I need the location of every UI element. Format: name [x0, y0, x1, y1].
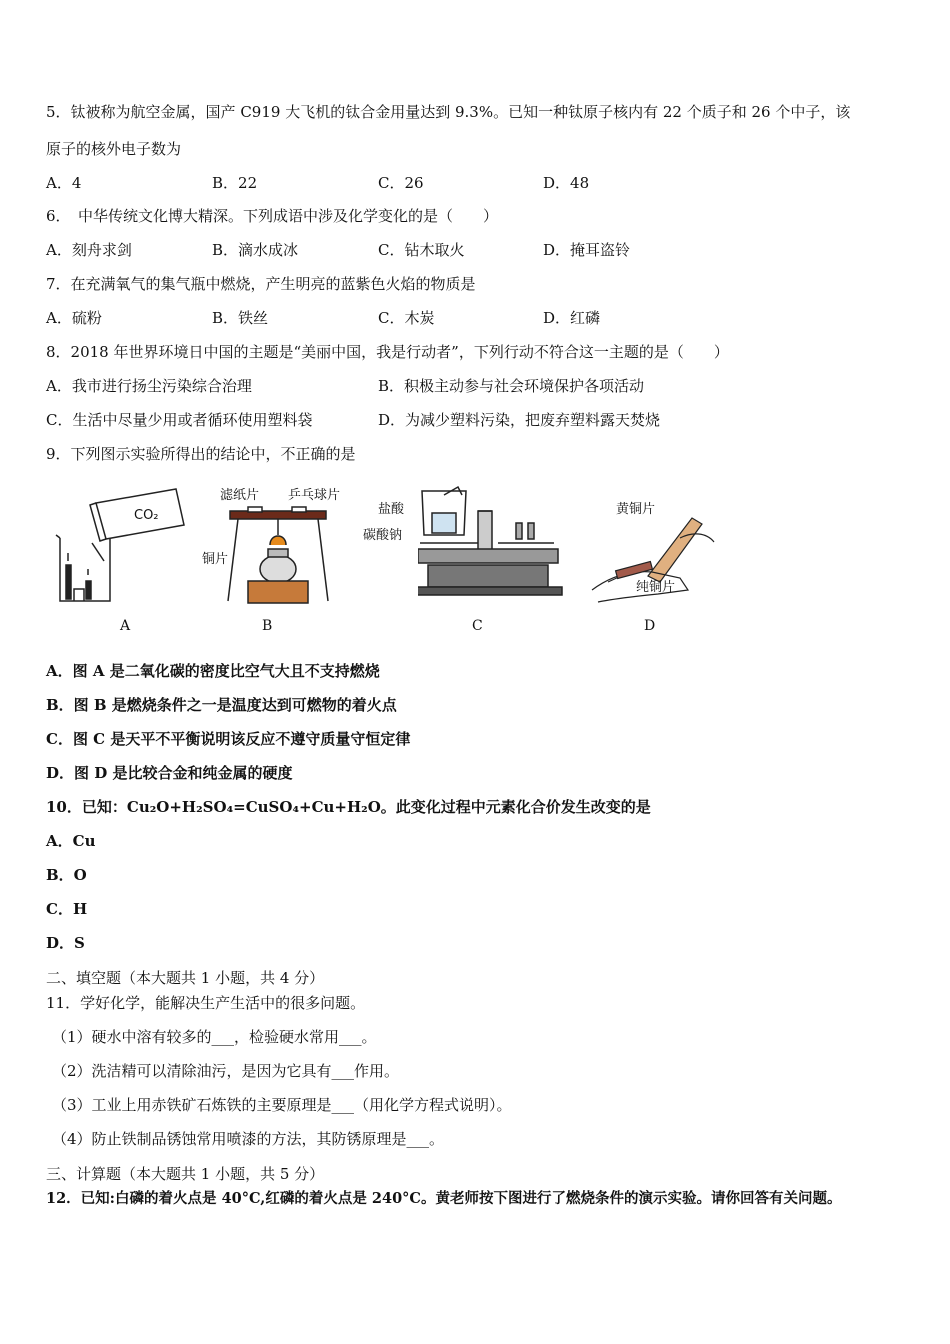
q10-option-a: A．Cu	[46, 832, 96, 850]
q5-option-a: A．4	[46, 174, 82, 192]
q9-option-c: C．图 C 是天平不平衡说明该反应不遵守质量守恒定律	[46, 730, 411, 748]
q11-stem: 11．学好化学，能解决生产生活中的很多问题。	[46, 994, 366, 1012]
section-2-heading: 二、填空题（本大题共 1 小题，共 4 分）	[46, 969, 325, 987]
q7-option-d: D．红磷	[543, 309, 601, 327]
figure-c-na2co3-label: 碳酸钠	[363, 528, 403, 543]
q8-option-d: D．为减少塑料污染，把废弃塑料露天焚烧	[378, 411, 661, 429]
figure-a-beaker-icon	[48, 483, 198, 613]
q6-option-b: B．滴水成冰	[212, 241, 299, 259]
figure-a-co2-label: CO₂	[134, 508, 159, 523]
q11-part-1: （1）硬水中溶有较多的___，检验硬水常用___。	[52, 1028, 377, 1046]
q9-option-a: A．图 A 是二氧化碳的密度比空气大且不支持燃烧	[46, 662, 380, 680]
q5-line1: 5．钛被称为航空金属，国产 C919 大飞机的钛合金用量达到 9.3%。已知一种钛原子核内有 22 个质子和 26 个中子，该	[46, 103, 851, 121]
q7-option-c: C．木炭	[378, 309, 435, 327]
q9-option-b: B．图 B 是燃烧条件之一是温度达到可燃物的着火点	[46, 696, 397, 714]
q8-option-b: B．积极主动参与社会环境保护各项活动	[378, 377, 645, 395]
q5-option-d: D．48	[543, 174, 590, 192]
q5-line2: 原子的核外电子数为	[46, 140, 182, 158]
section-3-heading: 三、计算题（本大题共 1 小题，共 5 分）	[46, 1165, 325, 1183]
figure-label-b: B	[262, 618, 273, 634]
q6-option-a: A．刻舟求剑	[46, 241, 132, 259]
q6-option-d: D．掩耳盗铃	[543, 241, 631, 259]
q11-part-3: （3）工业上用赤铁矿石炼铁的主要原理是___（用化学方程式说明）。	[52, 1096, 512, 1114]
q10-stem: 10．已知：Cu₂O+H₂SO₄=CuSO₄+Cu+H₂O。此变化过程中元素化合价发生改变的是	[46, 798, 651, 816]
figure-c-hcl-label: 盐酸	[378, 502, 405, 517]
q8-option-a: A．我市进行扬尘污染综合治理	[46, 377, 252, 395]
figure-b-pingpong-label: 乒乓球片	[288, 488, 341, 503]
q5-option-c: C．26	[378, 174, 424, 192]
q9-stem: 9．下列图示实验所得出的结论中，不正确的是	[46, 445, 356, 463]
q12-stem: 12．已知:白磷的着火点是 40°C,红磷的着火点是 240°C。黄老师按下图进行了燃烧条件的演示实验。请你回答有关问题。	[46, 1190, 842, 1207]
figure-d-pure-copper-label: 纯铜片	[636, 580, 676, 595]
q8-option-c: C．生活中尽量少用或者循环使用塑料袋	[46, 411, 313, 429]
q7-option-a: A．硫粉	[46, 309, 102, 327]
q5-option-b: B．22	[212, 174, 258, 192]
q7-stem: 7．在充满氧气的集气瓶中燃烧，产生明亮的蓝紫色火焰的物质是	[46, 275, 476, 293]
figure-c-balance-icon	[418, 483, 568, 613]
q9-option-d: D．图 D 是比较合金和纯金属的硬度	[46, 764, 293, 782]
q10-option-c: C．H	[46, 900, 88, 918]
q9-figure	[48, 478, 908, 646]
q10-option-b: B．O	[46, 866, 87, 884]
figure-b-filter-paper-label: 滤纸片	[220, 488, 260, 503]
figure-b-copper-label: 铜片	[202, 552, 229, 567]
q11-part-4: （4）防止铁制品锈蚀常用喷漆的方法，其防锈原理是___。	[52, 1130, 445, 1148]
q6-stem: 6． 中华传统文化博大精深。下列成语中涉及化学变化的是（ ）	[46, 207, 499, 225]
q10-option-d: D．S	[46, 934, 85, 952]
figure-label-d: D	[644, 618, 656, 634]
figure-label-c: C	[472, 618, 483, 634]
q11-part-2: （2）洗洁精可以清除油污，是因为它具有___作用。	[52, 1062, 400, 1080]
q8-stem: 8．2018 年世界环境日中国的主题是“美丽中国，我是行动者”，下列行动不符合这一主题的是（ ）	[46, 343, 729, 361]
figure-label-a: A	[120, 618, 131, 634]
q7-option-b: B．铁丝	[212, 309, 269, 327]
figure-d-brass-label: 黄铜片	[616, 502, 656, 517]
q6-option-c: C．钻木取火	[378, 241, 465, 259]
